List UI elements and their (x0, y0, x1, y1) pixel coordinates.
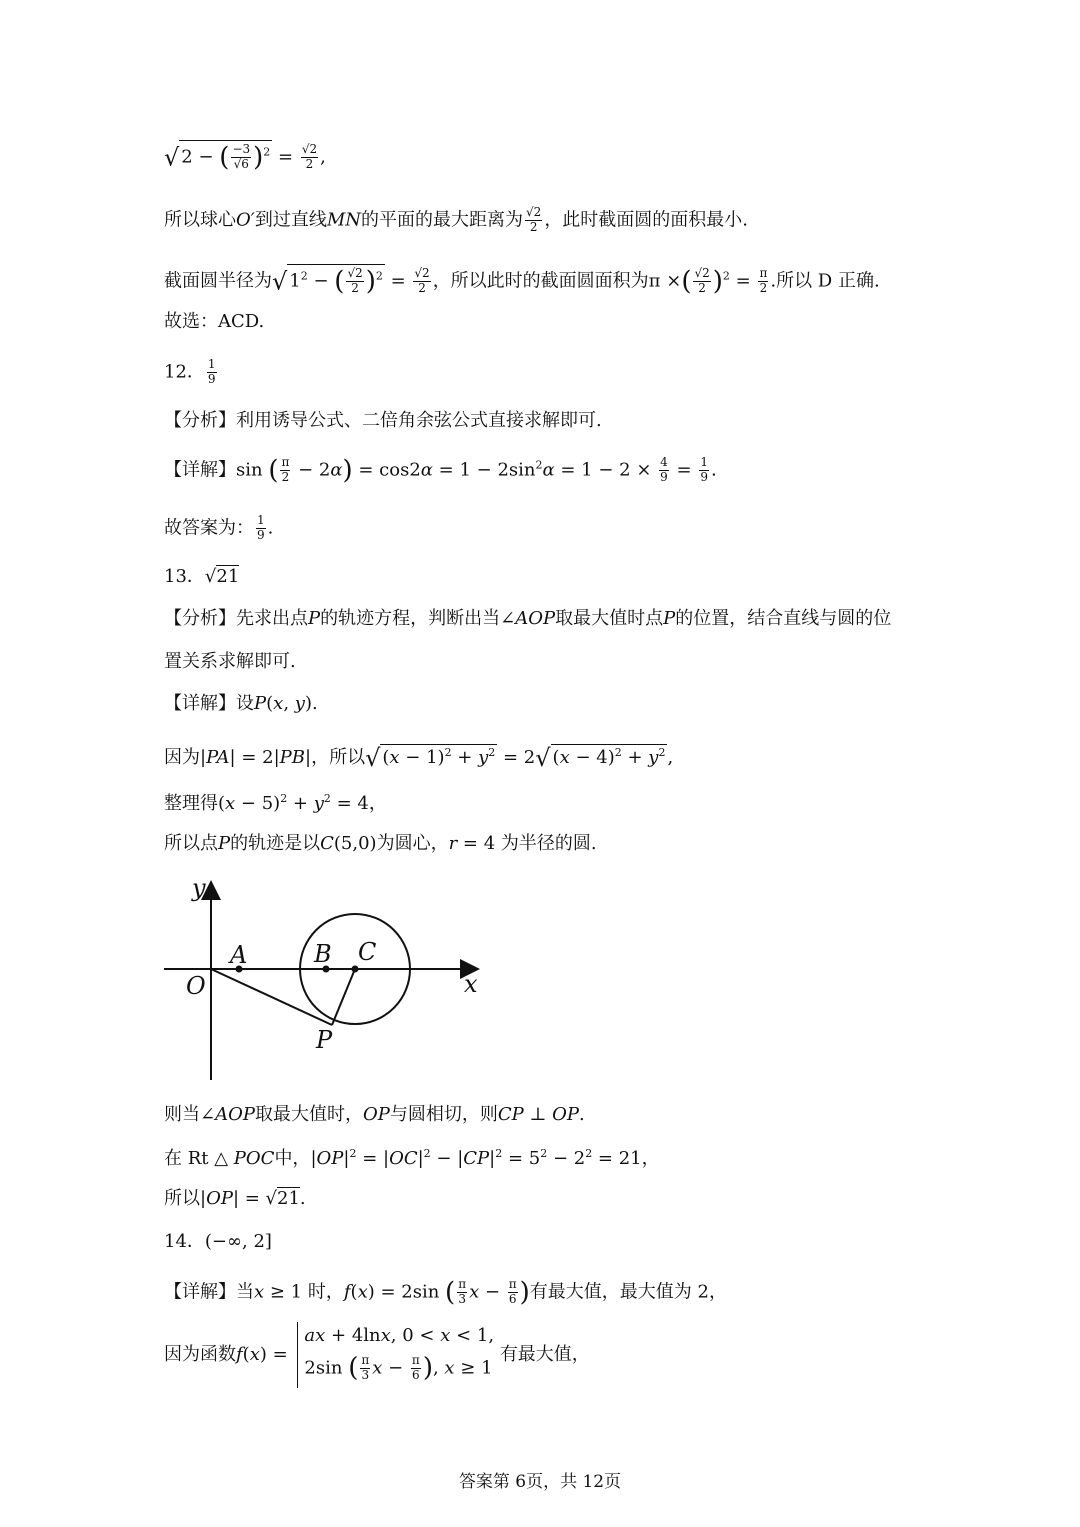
q14-detail: 【详解】当x ≥ 1 时，f(x) = 2sin ( $\frac{\pi}{3}$ x − $\frac{\pi}{6}$ )有最大值，最大值为 2， (164, 1277, 727, 1308)
label-a: A (230, 941, 248, 969)
q13-then: 则当∠AOP取最大值时，OP与圆相切，则CP ⊥ OP. (164, 1104, 585, 1125)
q13-analysis-cont: 置关系求解即可. (164, 651, 296, 672)
label-p: P (316, 1026, 333, 1054)
label-y: y (192, 874, 206, 902)
q13-condition: 因为|PA| = 2|PB|，所以√ $(x - 1)^2 + y^2 = 2√$ $(x - 4)^2 + y^2$ , (164, 744, 674, 772)
q13-final: 所以|OP| = √21. (164, 1188, 306, 1209)
segment-op (211, 969, 332, 1025)
circle-diagram (158, 868, 498, 1090)
q13-detail: 【详解】设P(x, y). (164, 693, 318, 714)
text-line-3: 截面圆半径为√ $1^2$ − ( $\frac{√2}{2}$ )$^2$ = $\frac{√2}{2}$ ，所以此时的截面圆面积为π ×( $\frac{√2}{2}$ )$^2$ = $\frac{\pi}{2}$ .所以 D 正确. (164, 266, 880, 297)
q14-piecewise: 因为函数f(x) = ax + 4lnx, 0 < x < 1, 2sin ( $\frac{\pi}{3}$ x − $\frac{\pi}{6}$ ), x ≥ 1 有最大值， (164, 1322, 590, 1388)
q13-answer: 13．√21 (164, 566, 240, 587)
q13-analysis: 【分析】先求出点P的轨迹方程，判断出当∠AOP取最大值时点P的位置，结合直线与圆的位 (164, 608, 892, 629)
q12-answer: 12． $\frac{1}{9}$ (164, 357, 216, 386)
segment-cp (332, 969, 355, 1025)
label-c: C (358, 938, 377, 966)
point-c-dot (352, 966, 359, 973)
text-line-4: 故选：ACD. (164, 311, 265, 332)
text-line-2: 所以球心O′到过直线MN的平面的最大距离为 $\frac{√2}{2}$ ，此时截面圆的面积最小. (164, 205, 749, 234)
q12-analysis: 【分析】利用诱导公式、二倍角余弦公式直接求解即可. (164, 410, 602, 431)
q12-conclusion: 故答案为： $\frac{1}{9}$ . (164, 513, 274, 542)
label-o: O (186, 972, 206, 1000)
q12-detail: 【详解】sin ( $\frac{\pi}{2}$ − $2\alpha) = \cos 2\alpha = 1 - 2\sin^2\alpha = 1 - 2$ × $\frac{4}{9}$ = $\frac{1}{9}$ . (164, 455, 717, 486)
q14-answer: 14．(−∞, 2] (164, 1231, 272, 1252)
q13-rt: 在 Rt △ POC中，$|OP|^2 = |OC|^2 - |CP|^2 = 5^2 - 2^2 = 21$， (164, 1147, 660, 1169)
eq-line-1: √ 2 − ( $\frac{-3}{√6}$ )$^2$ = $\frac{√2}{2}$ , (164, 142, 326, 173)
label-x: x (464, 970, 478, 998)
page-footer: 答案第 6页，共 12页 (458, 1472, 622, 1492)
q13-locus: 所以点P的轨迹是以C(5,0)为圆心，r = 4 为半径的圆. (164, 833, 597, 854)
q13-simplify: 整理得$(x - 5)^2 + y^2 = 4$， (164, 792, 387, 814)
label-b: B (314, 940, 332, 968)
